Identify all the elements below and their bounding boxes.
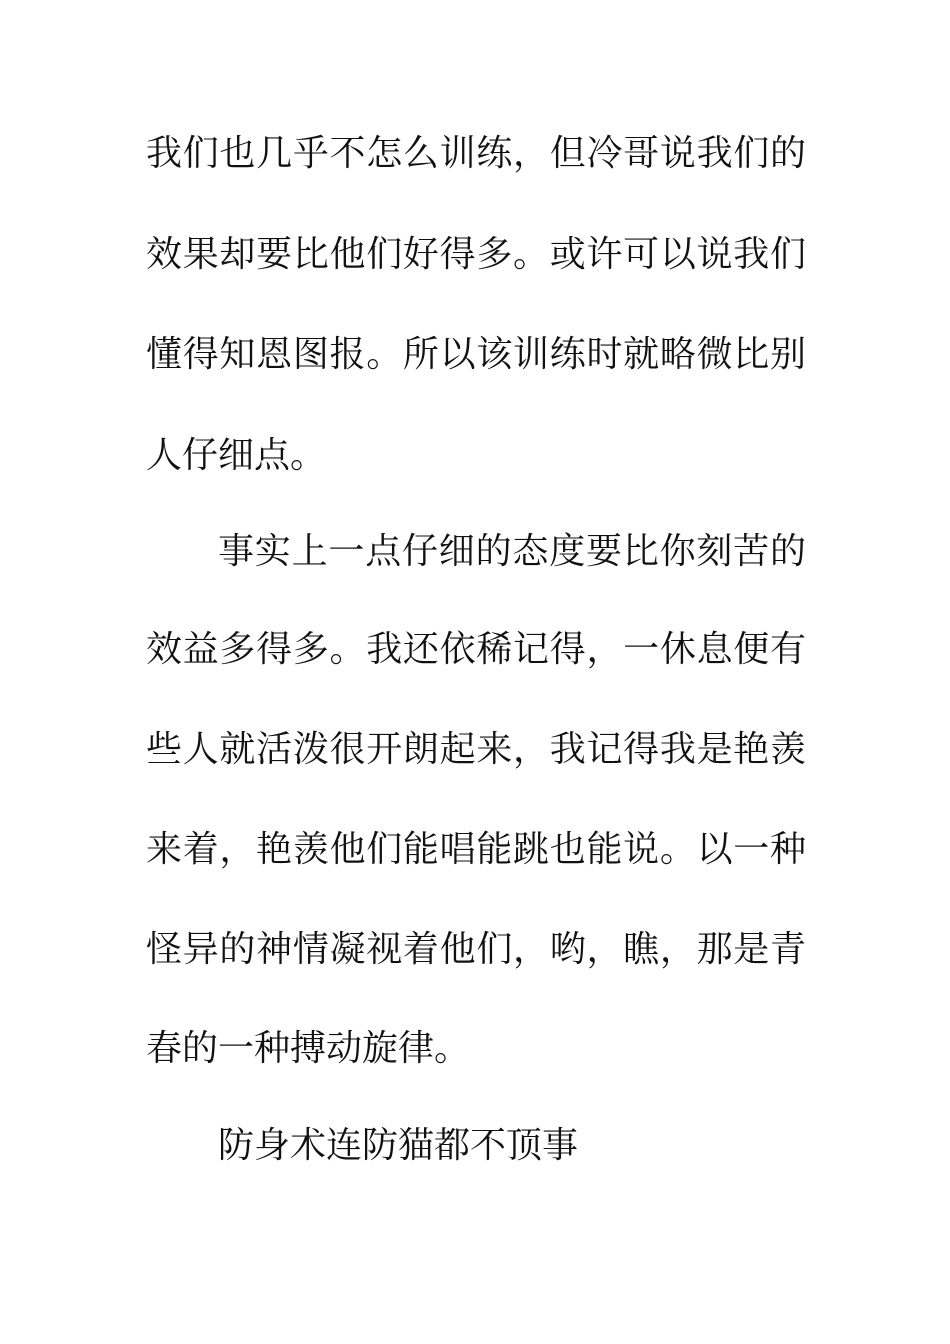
paragraph-line: 来着，艳羡他们能唱能跳也能说。以一种 [146, 829, 806, 870]
paragraph-line: 些人就活泼很开朗起来，我记得我是艳羡 [146, 729, 806, 770]
paragraph-line: 我们也几乎不怎么训练，但冷哥说我们的 [146, 133, 806, 174]
paragraph-line: 春的一种搏动旋律。 [146, 1028, 471, 1069]
paragraph-line: 效益多得多。我还依稀记得，一休息便有 [146, 629, 806, 670]
paragraph-line: 人仔细点。 [146, 435, 327, 476]
paragraph-line: 效果却要比他们好得多。或许可以说我们 [146, 234, 806, 275]
paragraph-line: 怪异的神情凝视着他们，哟，瞧，那是青 [146, 929, 806, 970]
paragraph-line: 懂得知恩图报。所以该训练时就略微比别 [146, 334, 806, 375]
paragraph-line: 事实上一点仔细的态度要比你刻苦的 [218, 531, 806, 572]
section-heading: 防身术连防猫都不顶事 [218, 1125, 579, 1166]
